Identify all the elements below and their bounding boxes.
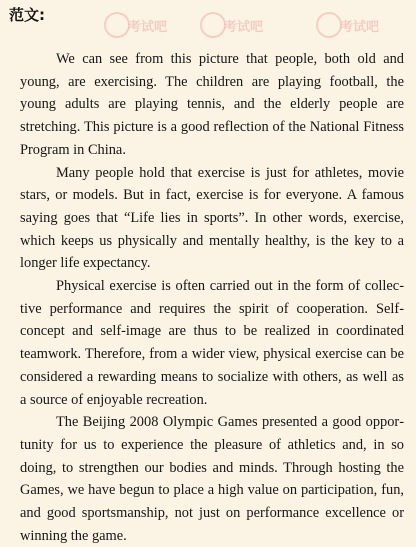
- watermark-center: 考试吧: [224, 20, 264, 35]
- watermark-left: 考试吧: [128, 20, 168, 35]
- essay-paragraph-2: Many people hold that exercise is just for athletes, movie stars, or models. But in fact, exercise is for everyone. A famous saying goes that “Life lies in sports”. In other words, exercise, which keeps us physically and mentally healthy, is the key to a longer life expectancy.: [20, 164, 404, 272]
- watermark-right: 考试吧: [340, 20, 380, 35]
- watermark-logo-center: [200, 12, 226, 38]
- watermark-logo-left: [104, 12, 130, 38]
- essay-paragraph-3: Physical exercise is often carried out in the form of collective performance and requires the spirit of cooperation. Self-concept and self-image are thus to be realized in coordinated teamwork. Therefore, from a wider view, physical exercise can be considered a rewarding means to socialize with others, as well as a source of enjoyable recreation.: [20, 278, 404, 408]
- essay-body: [20, 48, 404, 547]
- watermark-logo-right: [316, 12, 342, 38]
- essay-paragraph-4: The Beijing 2008 Olympic Games presented a good opportunity for us to experience the pleasure of athletics and, in so doing, to strengthen our bodies and minds. Through hosting the Games, we have begun to place a high value on participation, fun, and good sportsmanship, not just on performance excellence or winning the game.: [20, 414, 404, 544]
- sample-essay-heading: 范文:: [9, 6, 45, 24]
- essay-paragraph-1: We can see from this picture that people, both old and young, are exercising. The children are playing football, the young adults are playing tennis, and the elderly people are stretching. This picture is a good reflection of the National Fitness Program in China.: [20, 51, 404, 158]
